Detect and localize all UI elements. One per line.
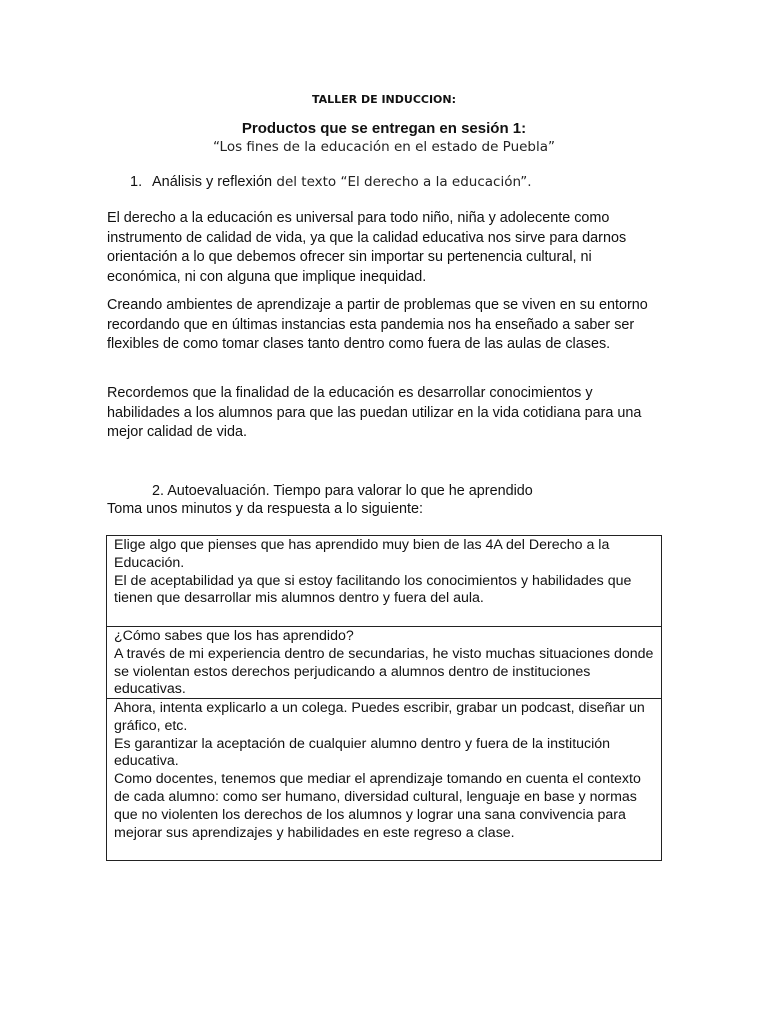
table-row xyxy=(107,699,661,860)
answer-text: El de aceptabilidad ya que si estoy facilitando los conocimientos y habilidades que tienen que desarrollar mis alumnos dentro y fuera del aula. xyxy=(114,572,632,607)
item-label: Análisis y reflexión xyxy=(152,174,273,190)
instruction-text: Toma unos minutos y da respuesta a lo siguiente: xyxy=(107,501,423,517)
paragraph-3: Recordemos que la finalidad de la educación es desarrollar conocimientos y habilidades a los alumnos para que las puedan utilizar en la vida cotidiana para una mejor calidad de vida. xyxy=(107,385,642,440)
self-evaluation-table xyxy=(106,535,662,861)
question-text: Ahora, intenta explicarlo a un colega. Puedes escribir, grabar un podcast, diseñar un gráfico, etc. xyxy=(114,700,645,734)
answer-text: Es garantizar la aceptación de cualquier alumno dentro y fuera de la institución educativa. xyxy=(114,735,611,770)
document-title: Productos que se entregan en sesión 1: xyxy=(241,120,527,137)
paragraph-2: Creando ambientes de aprendizaje a partir de problemas que se viven en su entorno recordando que en últimas instancias esta pandemia nos ha enseñado a saber ser flexibles de como tomar clases tanto dentro como fuera de las aulas de clases. xyxy=(107,297,648,352)
numbered-item-one xyxy=(130,174,532,190)
question-text: ¿Cómo sabes que los has aprendido? xyxy=(114,628,354,644)
paragraph-1: El derecho a la educación es universal para todo niño, niña y adolecente como instrumento de calidad de vida, ya que la calidad educativa nos sirve para darnos orientación a lo que debemos ofrecer sin importar su pertenencia cultural, ni económica, ni con alguna que implique inequidad. xyxy=(107,210,627,285)
item-number: 1. xyxy=(130,174,143,190)
answer-text: Como docentes, tenemos que mediar el aprendizaje tomando en cuenta el contexto de cada alumno: como ser humano, diversidad cultural, lenguaje en base y normas que no violenten los derechos de los alumnos y lograr una sana convivencia para mejorar sus aprendizajes y habilidades en este regreso a clase. xyxy=(114,771,641,841)
question-text: Elige algo que pienses que has aprendido muy bien de las 4A del Derecho a la Educación. xyxy=(114,537,610,571)
answer-text: A través de mi experiencia dentro de secundarias, he visto muchas situaciones donde se violentan estos derechos perjudicando a alumnos dentro de instituciones educativas. xyxy=(114,645,654,698)
item-label-rest: del texto “El derecho a la educación”. xyxy=(272,174,532,190)
section-two-heading: 2. Autoevaluación. Tiempo para valorar lo que he aprendido xyxy=(152,483,533,499)
table-row xyxy=(107,536,661,627)
workshop-header: TALLER DE INDUCCION: xyxy=(311,93,457,106)
document-subtitle: “Los fines de la educación en el estado de Puebla” xyxy=(212,139,556,155)
table-row xyxy=(107,627,661,699)
